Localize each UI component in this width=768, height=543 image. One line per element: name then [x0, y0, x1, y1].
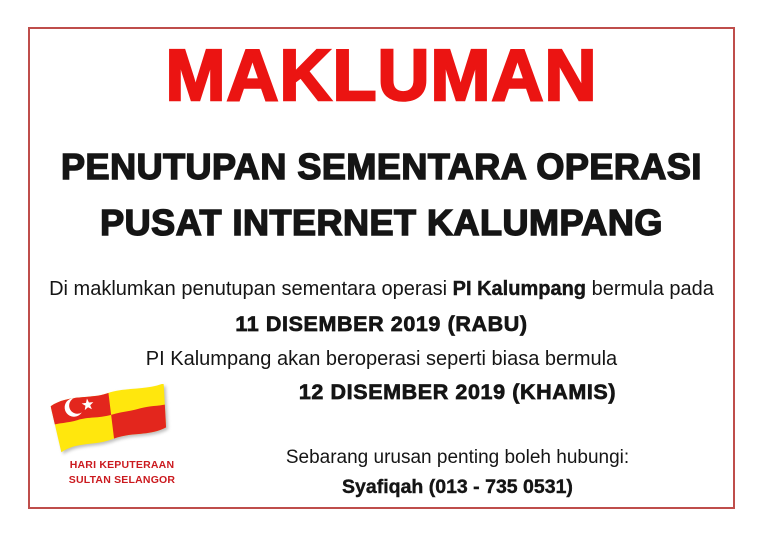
announcement-prefix: Di maklumkan penutupan sementara operasi — [49, 278, 453, 300]
contact-intro: Sebarang urusan penting boleh hubungi: — [285, 447, 630, 468]
selangor-flag-icon — [46, 384, 176, 462]
heading-line-1: PENUTUPAN SEMENTARA OPERASI — [61, 146, 702, 187]
announcement-highlight: PI Kalumpang — [452, 278, 587, 300]
reopen-date: 12 DISEMBER 2019 (KHAMIS) — [298, 380, 617, 404]
flag-caption-line-2: SULTAN SELANGOR — [68, 473, 176, 486]
flag-caption — [60, 458, 184, 487]
reopen-line: PI Kalumpang akan beroperasi seperti biasa bermula — [145, 348, 618, 370]
contact-person: Syafiqah (013 - 735 0531) — [342, 476, 573, 498]
flag-caption-line-1: HARI KEPUTERAAN — [69, 459, 175, 471]
announcement-suffix: bermula pada — [586, 278, 714, 300]
page-title: MAKLUMAN — [165, 36, 598, 116]
closure-date: 11 DISEMBER 2019 (RABU) — [235, 312, 528, 336]
announcement-line — [28, 276, 735, 302]
heading-line-2: PUSAT INTERNET KALUMPANG — [100, 202, 663, 243]
